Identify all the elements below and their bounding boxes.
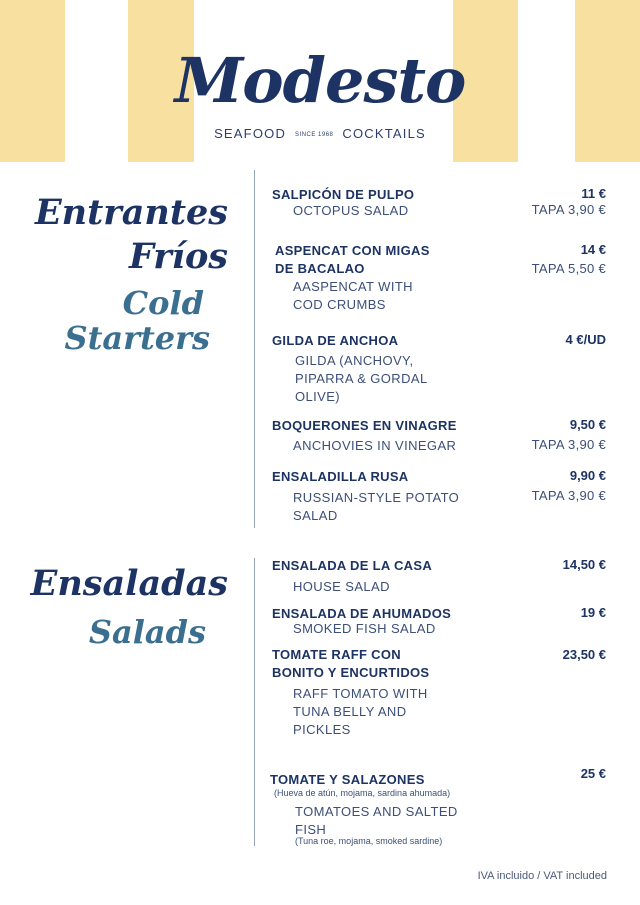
dish-description: ANCHOVIES IN VINEGAR xyxy=(293,438,457,453)
dish-description: RUSSIAN-STYLE POTATO xyxy=(293,490,460,505)
dish-name: BOQUERONES EN VINAGRE xyxy=(272,418,457,433)
dish-description: OCTOPUS SALAD xyxy=(293,203,409,218)
dish-description: COD CRUMBS xyxy=(293,297,386,312)
dish-name: GILDA DE ANCHOA xyxy=(272,333,399,348)
dish-note-es: (Hueva de atún, mojama, sardina ahumada) xyxy=(274,788,451,798)
dish-price: 9,50 € xyxy=(569,417,606,432)
brand-tagline xyxy=(0,126,640,141)
dish-name: BONITO Y ENCURTIDOS xyxy=(272,665,430,680)
dish-price: 4 €/UD xyxy=(565,332,606,347)
dish-name: SALPICÓN DE PULPO xyxy=(272,187,415,202)
tapa-price: TAPA 3,90 € xyxy=(531,202,606,217)
tagline-right: COCKTAILS xyxy=(342,126,426,141)
dish-description: PICKLES xyxy=(293,722,351,737)
dish-name: ASPENCAT CON MIGAS xyxy=(275,243,430,258)
dish-description: PIPARRA & GORDAL xyxy=(295,371,428,386)
dish-price: 11 € xyxy=(581,186,606,201)
dish-description: SMOKED FISH SALAD xyxy=(293,621,436,636)
section-title-starters: Starters xyxy=(64,319,210,357)
dish-description: HOUSE SALAD xyxy=(293,579,390,594)
dish-description: OLIVE) xyxy=(295,389,341,404)
section-divider xyxy=(254,170,255,528)
dish-description: RAFF TOMATO WITH xyxy=(293,686,428,701)
dish-description: TOMATOES AND SALTED xyxy=(295,804,458,819)
dish-price: 14 € xyxy=(580,242,606,257)
section-title-salads: Salads xyxy=(88,613,206,651)
brand-logo: Modesto xyxy=(174,44,466,117)
tagline-since: SINCE 1968 xyxy=(295,131,334,138)
section-title-cold: Cold xyxy=(122,284,204,322)
tapa-price: TAPA 3,90 € xyxy=(531,437,606,452)
dish-name: ENSALADA DE AHUMADOS xyxy=(272,606,452,621)
dish-price: 14,50 € xyxy=(562,557,606,572)
section-title-entrantes: Entrantes xyxy=(35,192,228,233)
dish-price: 19 € xyxy=(580,605,606,620)
section-title-ensaladas: Ensaladas xyxy=(30,563,228,604)
tapa-price: TAPA 5,50 € xyxy=(531,261,606,276)
dish-price: 23,50 € xyxy=(562,647,606,662)
dish-description: SALAD xyxy=(293,508,338,523)
tapa-price: TAPA 3,90 € xyxy=(531,488,606,503)
dish-price: 9,90 € xyxy=(569,468,606,483)
dish-name: DE BACALAO xyxy=(275,261,365,276)
dish-note-en: (Tuna roe, mojama, smoked sardine) xyxy=(295,836,443,846)
dish-name: ENSALADA DE LA CASA xyxy=(272,558,433,573)
dish-description: GILDA (ANCHOVY, xyxy=(295,353,414,368)
dish-name: ENSALADILLA RUSA xyxy=(272,469,409,484)
dish-price: 25 € xyxy=(580,766,606,781)
section-title-frios: Fríos xyxy=(128,236,228,277)
dish-description: AASPENCAT WITH xyxy=(293,279,413,294)
dish-name: TOMATE RAFF CON xyxy=(272,647,401,662)
dish-description: FISH xyxy=(295,822,327,837)
dish-name: TOMATE Y SALAZONES xyxy=(270,772,425,787)
vat-note: IVA incluido / VAT included xyxy=(477,870,607,882)
tagline-left: SEAFOOD xyxy=(214,126,287,141)
section-divider xyxy=(254,558,255,846)
dish-description: TUNA BELLY AND xyxy=(293,704,407,719)
